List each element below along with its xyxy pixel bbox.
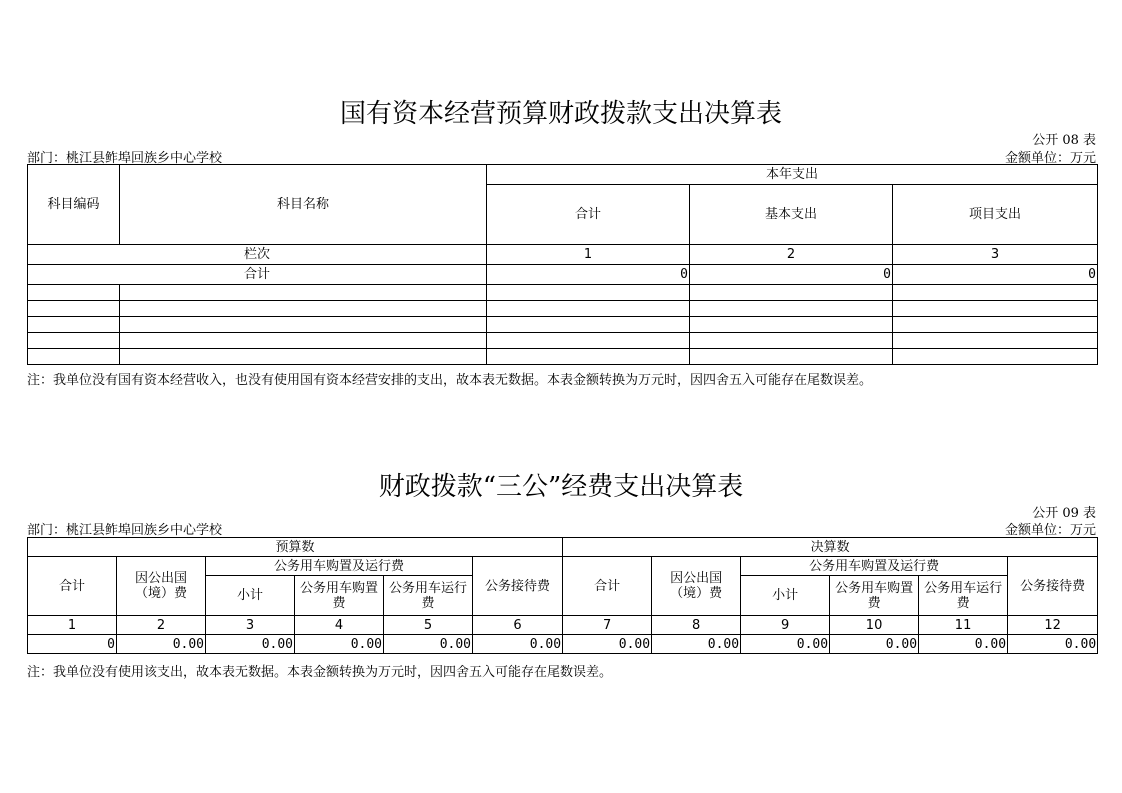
table2-title: 财政拨款“三公”经费支出决算表 [378, 472, 744, 502]
column-number: 10 [830, 616, 919, 635]
header-final-vehicle-operation: 公务用车运行 费 [919, 576, 1008, 616]
header-budget-vehicle: 公务用车购置及运行费 [206, 557, 473, 576]
value-cell: 0.00 [830, 635, 919, 654]
header-final-account: 决算数 [563, 538, 1098, 557]
header-final-abroad: 因公出国 （境）费 [652, 557, 741, 616]
empty-row [28, 285, 1098, 301]
value-cell: 0.00 [652, 635, 741, 654]
value-cell: 0.00 [384, 635, 473, 654]
table2-three-public-expenses [27, 537, 1098, 654]
header-final-subtotal: 小计 [741, 576, 830, 616]
column-number: 2 [117, 616, 206, 635]
header-total: 合计 [487, 185, 690, 245]
value-cell: 0.00 [206, 635, 295, 654]
table2-unit: 金额单位：万元 [1004, 523, 1096, 538]
empty-row [28, 301, 1098, 317]
column-number-row [28, 616, 1098, 635]
total-value-3: 0 [893, 265, 1098, 285]
table1-state-capital-expenditure [27, 164, 1098, 365]
header-final-vehicle: 公务用车购置及运行费 [741, 557, 1008, 576]
column-index-2: 2 [690, 245, 893, 265]
header-budget-reception: 公务接待费 [473, 557, 563, 616]
total-value-2: 0 [690, 265, 893, 285]
table2-note: 注：我单位没有使用该支出，故本表无数据。本表金额转换为万元时，因四舍五入可能存在尾数误差。 [27, 665, 613, 680]
table1-unit: 金额单位：万元 [1004, 151, 1096, 166]
header-budget-vehicle-operation: 公务用车运行 费 [384, 576, 473, 616]
value-cell: 0.00 [117, 635, 206, 654]
value-cell: 0 [28, 635, 117, 654]
header-subject-code: 科目编码 [28, 165, 120, 245]
header-final-vehicle-purchase: 公务用车购置 费 [830, 576, 919, 616]
header-budget-vehicle-purchase: 公务用车购置 费 [295, 576, 384, 616]
total-value-1: 0 [487, 265, 690, 285]
empty-row [28, 349, 1098, 365]
header-budget: 预算数 [28, 538, 563, 557]
header-basic-expenditure: 基本支出 [690, 185, 893, 245]
header-budget-total: 合计 [28, 557, 117, 616]
table2-department: 部门：桃江县鲊埠回族乡中心学校 [27, 523, 223, 538]
header-final-total: 合计 [563, 557, 652, 616]
column-number: 1 [28, 616, 117, 635]
value-cell: 0.00 [473, 635, 563, 654]
table1-form-number: 公开 08 表 [1032, 133, 1096, 148]
column-number: 4 [295, 616, 384, 635]
value-cell: 0.00 [741, 635, 830, 654]
column-number: 8 [652, 616, 741, 635]
value-cell: 0.00 [563, 635, 652, 654]
value-cell: 0.00 [919, 635, 1008, 654]
value-cell: 0.00 [295, 635, 384, 654]
empty-row [28, 317, 1098, 333]
table1-department: 部门：桃江县鲊埠回族乡中心学校 [27, 151, 223, 166]
column-number: 6 [473, 616, 563, 635]
header-project-expenditure: 项目支出 [893, 185, 1098, 245]
header-current-year-expenditure: 本年支出 [487, 165, 1098, 185]
column-number: 7 [563, 616, 652, 635]
header-budget-abroad: 因公出国 （境）费 [117, 557, 206, 616]
header-final-reception: 公务接待费 [1008, 557, 1098, 616]
column-number: 9 [741, 616, 830, 635]
column-index-3: 3 [893, 245, 1098, 265]
header-subject-name: 科目名称 [120, 165, 487, 245]
table1-note: 注：我单位没有国有资本经营收入，也没有使用国有资本经营安排的支出，故本表无数据。本表金额转换为万元时，因四舍五入可能存在尾数误差。 [27, 373, 873, 388]
column-index-1: 1 [487, 245, 690, 265]
total-row-label: 合计 [28, 265, 487, 285]
table1-title: 国有资本经营预算财政拨款支出决算表 [339, 99, 782, 129]
column-number: 3 [206, 616, 295, 635]
empty-row [28, 333, 1098, 349]
table2-form-number: 公开 09 表 [1032, 506, 1096, 521]
value-row [28, 635, 1098, 654]
column-number: 11 [919, 616, 1008, 635]
column-number: 12 [1008, 616, 1098, 635]
column-number: 5 [384, 616, 473, 635]
value-cell: 0.00 [1008, 635, 1098, 654]
header-budget-subtotal: 小计 [206, 576, 295, 616]
column-index-label: 栏次 [28, 245, 487, 265]
